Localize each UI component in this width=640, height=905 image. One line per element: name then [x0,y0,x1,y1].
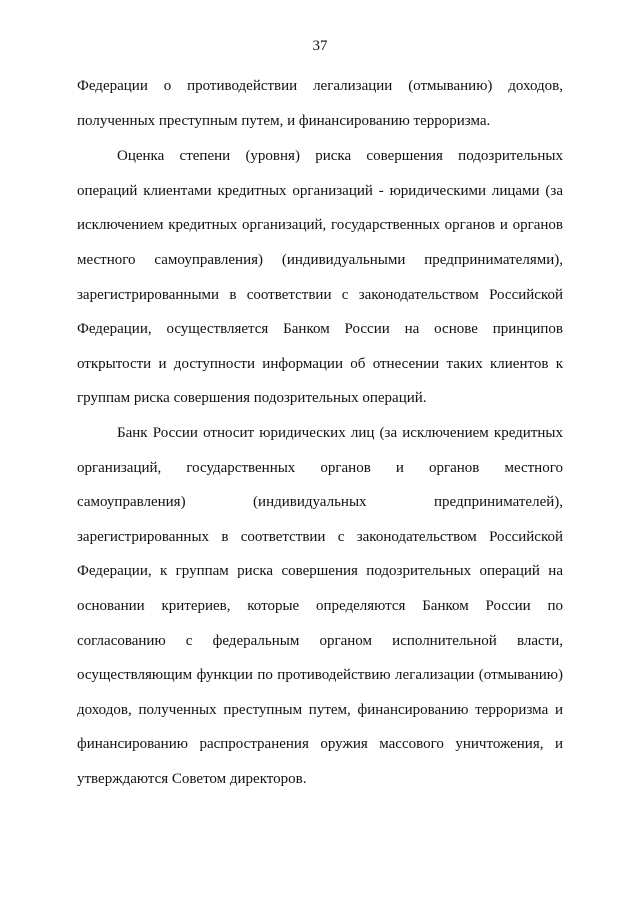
text-line: зарегистрированными в соответствии с законодательством Российской [77,287,563,303]
text-line: организаций, государственных органов и органов местного [77,460,563,476]
text-line: Федерации, осуществляется Банком России на основе принципов [77,321,563,337]
text-line: доходов, полученных преступным путем, финансированию терроризма и [77,702,563,718]
page-number: 37 [312,38,328,54]
text-line: утверждаются Советом директоров. [77,771,307,787]
text-line: самоуправления) (индивидуальных предпринимателей), [77,494,563,510]
text-line: открытости и доступности информации об отнесении таких клиентов к [77,356,563,372]
text-line: Федерации, к группам риска совершения подозрительных операций на [77,563,563,579]
text-line: финансированию распространения оружия массового уничтожения, и [77,736,563,752]
text-line: Оценка степени (уровня) риска совершения подозрительных [117,148,563,164]
text-line: полученных преступным путем, и финансированию терроризма. [77,113,491,129]
text-line: зарегистрированных в соответствии с законодательством Российской [77,529,563,545]
text-line: группам риска совершения подозрительных операций. [77,390,427,406]
text-line: основании критериев, которые определяются Банком России по [77,598,563,614]
text-line: исключением кредитных организаций, государственных органов и органов [77,217,563,233]
text-line: операций клиентами кредитных организаций - юридическими лицами (за [77,183,563,199]
text-line: осуществляющим функции по противодействию легализации (отмыванию) [77,667,563,683]
text-line: Банк России относит юридических лиц (за исключением кредитных [117,425,563,441]
text-line: местного самоуправления) (индивидуальными предпринимателями), [77,252,563,268]
text-line: Федерации о противодействии легализации (отмыванию) доходов, [77,78,563,94]
text-line: согласованию с федеральным органом исполнительной власти, [77,633,563,649]
